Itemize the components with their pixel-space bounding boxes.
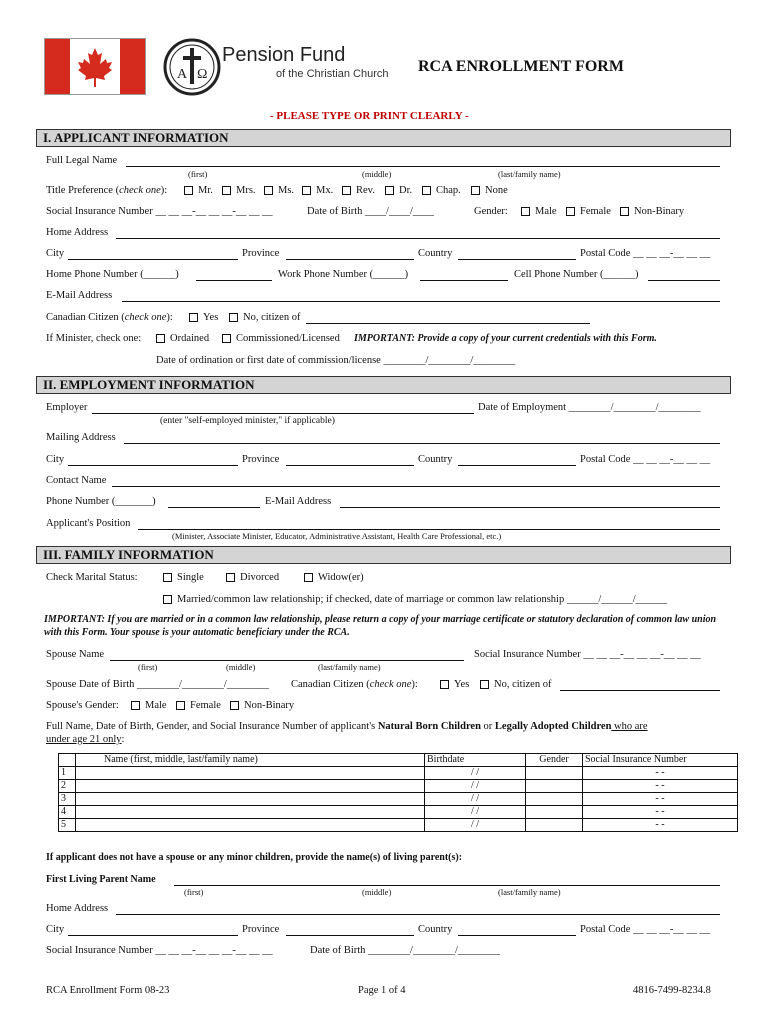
commissioned-label: Commissioned/Licensed [236, 333, 340, 344]
footer-form-code: RCA Enrollment Form 08-23 [46, 985, 170, 996]
province-label: Province [242, 248, 280, 259]
section-applicant-information: I. APPLICANT INFORMATION [36, 129, 731, 147]
svg-text:A: A [177, 67, 188, 82]
first-parent-label: First Living Parent Name [46, 874, 156, 885]
title-mr-label: Mr. [198, 185, 213, 196]
title-rev-checkbox[interactable] [342, 186, 351, 195]
ordained-label: Ordained [170, 333, 210, 344]
citizen-no-checkbox[interactable] [229, 313, 238, 322]
child-birthdate-cell[interactable]: / / [425, 793, 526, 806]
gender-male-label: Male [535, 206, 557, 217]
province-field[interactable] [286, 259, 414, 260]
row-number: 5 [59, 819, 76, 832]
footer-doc-id: 4816-7499-8234.8 [633, 985, 711, 996]
country-label: Country [418, 248, 453, 259]
title-dr-label: Dr. [399, 185, 413, 196]
parent-postal-field[interactable]: Postal Code __ __ __-__ __ __ [580, 924, 711, 935]
commissioned-checkbox[interactable] [222, 334, 231, 343]
employer-city-label: City [46, 454, 65, 465]
title-chap-label: Chap. [436, 185, 461, 196]
children-table [58, 753, 738, 832]
children-table-header [59, 754, 738, 767]
postal-code-field[interactable]: Postal Code __ __ __-__ __ __ [580, 248, 711, 259]
child-gender-cell[interactable] [526, 793, 583, 806]
title-chap-checkbox[interactable] [422, 186, 431, 195]
table-row [59, 780, 738, 793]
logo-subtitle: of the Christian Church [276, 68, 389, 80]
email-field[interactable] [122, 301, 720, 302]
children-intro: Full Name, Date of Birth, Gender, and Social Insurance Number of applicant's Natural Born Children or Legally Adopted Children who are under age 21 only: [46, 721, 648, 745]
table-row [59, 806, 738, 819]
child-name-cell[interactable] [76, 780, 425, 793]
spouse-gender-label: Spouse's Gender: [46, 700, 119, 711]
parent-province-field[interactable] [286, 935, 414, 936]
child-sin-cell[interactable]: - - [583, 806, 738, 819]
work-phone-field[interactable] [420, 280, 508, 281]
child-name-cell[interactable] [76, 806, 425, 819]
citizen-no-label: No, citizen of [243, 312, 301, 323]
title-preference-label: Title Preference (check one): [46, 185, 168, 196]
employer-field[interactable] [92, 413, 474, 414]
parent-sub-last: (last/family name) [498, 887, 561, 897]
child-sin-cell[interactable]: - - [583, 819, 738, 832]
spouse-female-checkbox[interactable] [176, 701, 185, 710]
single-checkbox[interactable] [163, 573, 172, 582]
contact-name-label: Contact Name [46, 475, 107, 486]
spouse-sub-first: (first) [138, 662, 158, 672]
title-mx-label: Mx. [316, 185, 334, 196]
ordained-checkbox[interactable] [156, 334, 165, 343]
svg-text:Ω: Ω [197, 67, 208, 82]
parent-city-field[interactable] [68, 935, 238, 936]
pension-fund-seal-icon [163, 38, 221, 99]
child-gender-cell[interactable] [526, 767, 583, 780]
employer-postal-field[interactable]: Postal Code __ __ __-__ __ __ [580, 454, 711, 465]
gender-female-checkbox[interactable] [566, 207, 575, 216]
header-sin: Social Insurance Number [583, 754, 738, 767]
table-row [59, 819, 738, 832]
work-phone-label: Work Phone Number (______) [278, 269, 409, 280]
position-label: Applicant's Position [46, 518, 131, 529]
title-rev-label: Rev. [356, 185, 375, 196]
title-mr-checkbox[interactable] [184, 186, 193, 195]
parent-city-label: City [46, 924, 65, 935]
employer-phone-label: Phone Number (_______) [46, 496, 156, 507]
home-phone-field[interactable] [196, 280, 272, 281]
mailing-address-field[interactable] [124, 443, 720, 444]
header-name: Name (first, middle, last/family name) [76, 754, 425, 767]
parent-home-address-field[interactable] [116, 914, 720, 915]
marriage-important-note: IMPORTANT: If you are married or in a common law relationship, please return a copy of your marriage certificate or statutory declaration of common law union with this Form. Your spouse is your automatic beneficiary under the RCA. [44, 614, 717, 638]
email-label: E-Mail Address [46, 290, 113, 301]
footer-page-number: Page 1 of 4 [358, 985, 406, 996]
citizen-of-field[interactable] [306, 323, 590, 324]
citizen-yes-checkbox[interactable] [189, 313, 198, 322]
row-number: 3 [59, 793, 76, 806]
table-row [59, 767, 738, 780]
spouse-name-field[interactable] [110, 660, 464, 661]
employer-province-field[interactable] [286, 465, 414, 466]
header-gender: Gender [526, 754, 583, 767]
spouse-citizen-of-field[interactable] [560, 690, 720, 691]
employer-label: Employer [46, 402, 88, 413]
widow-checkbox[interactable] [304, 573, 313, 582]
header-birthdate: Birthdate [425, 754, 526, 767]
table-row [59, 793, 738, 806]
full-legal-name-field[interactable] [126, 166, 720, 167]
parent-sub-first: (first) [184, 887, 204, 897]
row-number-header [59, 754, 76, 767]
form-title: RCA ENROLLMENT FORM [418, 58, 624, 75]
city-field[interactable] [68, 259, 238, 260]
divorced-checkbox[interactable] [226, 573, 235, 582]
title-mrs-label: Mrs. [236, 185, 256, 196]
spouse-female-label: Female [190, 700, 221, 711]
title-ms-label: Ms. [278, 185, 295, 196]
parent-sin-field[interactable]: Social Insurance Number __ __ __-__ __ __-__ __ __ [46, 945, 273, 956]
spouse-citizen-no-label: No, citizen of [494, 679, 552, 690]
country-field[interactable] [458, 259, 576, 260]
child-birthdate-cell[interactable]: / / [425, 806, 526, 819]
gender-nonbinary-label: Non-Binary [634, 206, 685, 217]
parent-country-label: Country [418, 924, 453, 935]
title-none-checkbox[interactable] [471, 186, 480, 195]
sub-last: (last/family name) [498, 169, 561, 179]
home-phone-label: Home Phone Number (______) [46, 269, 179, 280]
contact-name-field[interactable] [112, 486, 720, 487]
employer-city-field[interactable] [68, 465, 238, 466]
spouse-nonbinary-checkbox[interactable] [230, 701, 239, 710]
parent-dob-field[interactable]: Date of Birth ________/________/________ [310, 945, 500, 956]
child-name-cell[interactable] [76, 767, 425, 780]
canada-flag [44, 38, 146, 95]
child-gender-cell[interactable] [526, 780, 583, 793]
title-dr-checkbox[interactable] [385, 186, 394, 195]
employer-email-field[interactable] [340, 507, 720, 508]
parent-prompt: If applicant does not have a spouse or any minor children, provide the name(s) of living parent(s): [46, 852, 463, 863]
home-address-field[interactable] [116, 238, 720, 239]
row-number: 2 [59, 780, 76, 793]
marital-status-label: Check Marital Status: [46, 572, 138, 583]
dob-field[interactable]: Date of Birth ____/____/____ [307, 206, 434, 217]
child-birthdate-cell[interactable]: / / [425, 780, 526, 793]
spouse-sin-field[interactable]: Social Insurance Number __ __ __-__ __ __-__ __ __ [474, 649, 701, 660]
child-sin-cell[interactable]: - - [583, 767, 738, 780]
gender-nonbinary-checkbox[interactable] [620, 207, 629, 216]
mailing-address-label: Mailing Address [46, 432, 116, 443]
row-number: 1 [59, 767, 76, 780]
sin-field[interactable]: Social Insurance Number __ __ __-__ __ __-__ __ __ [46, 206, 273, 217]
employer-province-label: Province [242, 454, 280, 465]
parent-province-label: Province [242, 924, 280, 935]
position-note: (Minister, Associate Minister, Educator, Administrative Assistant, Health Care Professional, etc.) [172, 531, 502, 541]
citizen-yes-label: Yes [203, 312, 219, 323]
employer-phone-field[interactable] [168, 507, 260, 508]
child-sin-cell[interactable]: - - [583, 780, 738, 793]
full-legal-name-label: Full Legal Name [46, 155, 118, 166]
spouse-citizen-label: Canadian Citizen (check one): [291, 679, 418, 690]
child-sin-cell[interactable]: - - [583, 793, 738, 806]
gender-label: Gender: [474, 206, 508, 217]
first-parent-name-field[interactable] [174, 885, 720, 886]
logo-name: Pension Fund [222, 44, 346, 66]
parent-country-field[interactable] [458, 935, 576, 936]
spouse-sub-middle: (middle) [226, 662, 256, 672]
child-name-cell[interactable] [76, 793, 425, 806]
widow-label: Widow(er) [318, 572, 364, 583]
gender-female-label: Female [580, 206, 611, 217]
section-family-information: III. FAMILY INFORMATION [36, 546, 731, 564]
title-mx-checkbox[interactable] [302, 186, 311, 195]
minister-label: If Minister, check one: [46, 333, 142, 344]
date-of-employment-field[interactable]: Date of Employment ________/________/________ [478, 402, 701, 413]
home-address-label: Home Address [46, 227, 109, 238]
child-birthdate-cell[interactable]: / / [425, 819, 526, 832]
spouse-sub-last: (last/family name) [318, 662, 381, 672]
title-mrs-checkbox[interactable] [222, 186, 231, 195]
title-ms-checkbox[interactable] [264, 186, 273, 195]
sub-first: (first) [188, 169, 208, 179]
employer-country-field[interactable] [458, 465, 576, 466]
spouse-citizen-yes-checkbox[interactable] [440, 680, 449, 689]
parent-home-address-label: Home Address [46, 903, 109, 914]
spouse-male-label: Male [145, 700, 167, 711]
child-birthdate-cell[interactable]: / / [425, 767, 526, 780]
city-label: City [46, 248, 65, 259]
row-number: 4 [59, 806, 76, 819]
child-gender-cell[interactable] [526, 819, 583, 832]
title-none-label: None [485, 185, 508, 196]
child-name-cell[interactable] [76, 819, 425, 832]
section-employment-information: II. EMPLOYMENT INFORMATION [36, 376, 731, 394]
spouse-male-checkbox[interactable] [131, 701, 140, 710]
print-instruction: - PLEASE TYPE OR PRINT CLEARLY - [270, 110, 469, 122]
gender-male-checkbox[interactable] [521, 207, 530, 216]
employer-email-label: E-Mail Address [265, 496, 332, 507]
cell-phone-label: Cell Phone Number (______) [514, 269, 639, 280]
ordination-date-field[interactable]: Date of ordination or first date of commission/license ________/________/________ [156, 355, 516, 366]
parent-sub-middle: (middle) [362, 887, 392, 897]
employer-country-label: Country [418, 454, 453, 465]
cell-phone-field[interactable] [648, 280, 720, 281]
credentials-important-note: IMPORTANT: Provide a copy of your current credentials with this Form. [354, 333, 657, 344]
employer-note: (enter "self-employed minister," if applicable) [160, 416, 335, 426]
spouse-citizen-no-checkbox[interactable] [480, 680, 489, 689]
spouse-nonbinary-label: Non-Binary [244, 700, 295, 711]
spouse-dob-field[interactable]: Spouse Date of Birth ________/________/________ [46, 679, 269, 690]
married-label: Married/common law relationship; if checked, date of marriage or common law relationship ______/______/______ [177, 594, 668, 605]
divorced-label: Divorced [240, 572, 280, 583]
spouse-name-label: Spouse Name [46, 649, 105, 660]
citizen-label: Canadian Citizen (check one): [46, 312, 173, 323]
position-field[interactable] [138, 529, 720, 530]
single-label: Single [177, 572, 204, 583]
spouse-citizen-yes-label: Yes [454, 679, 470, 690]
sub-middle: (middle) [362, 169, 392, 179]
child-gender-cell[interactable] [526, 806, 583, 819]
married-checkbox[interactable] [163, 595, 172, 604]
